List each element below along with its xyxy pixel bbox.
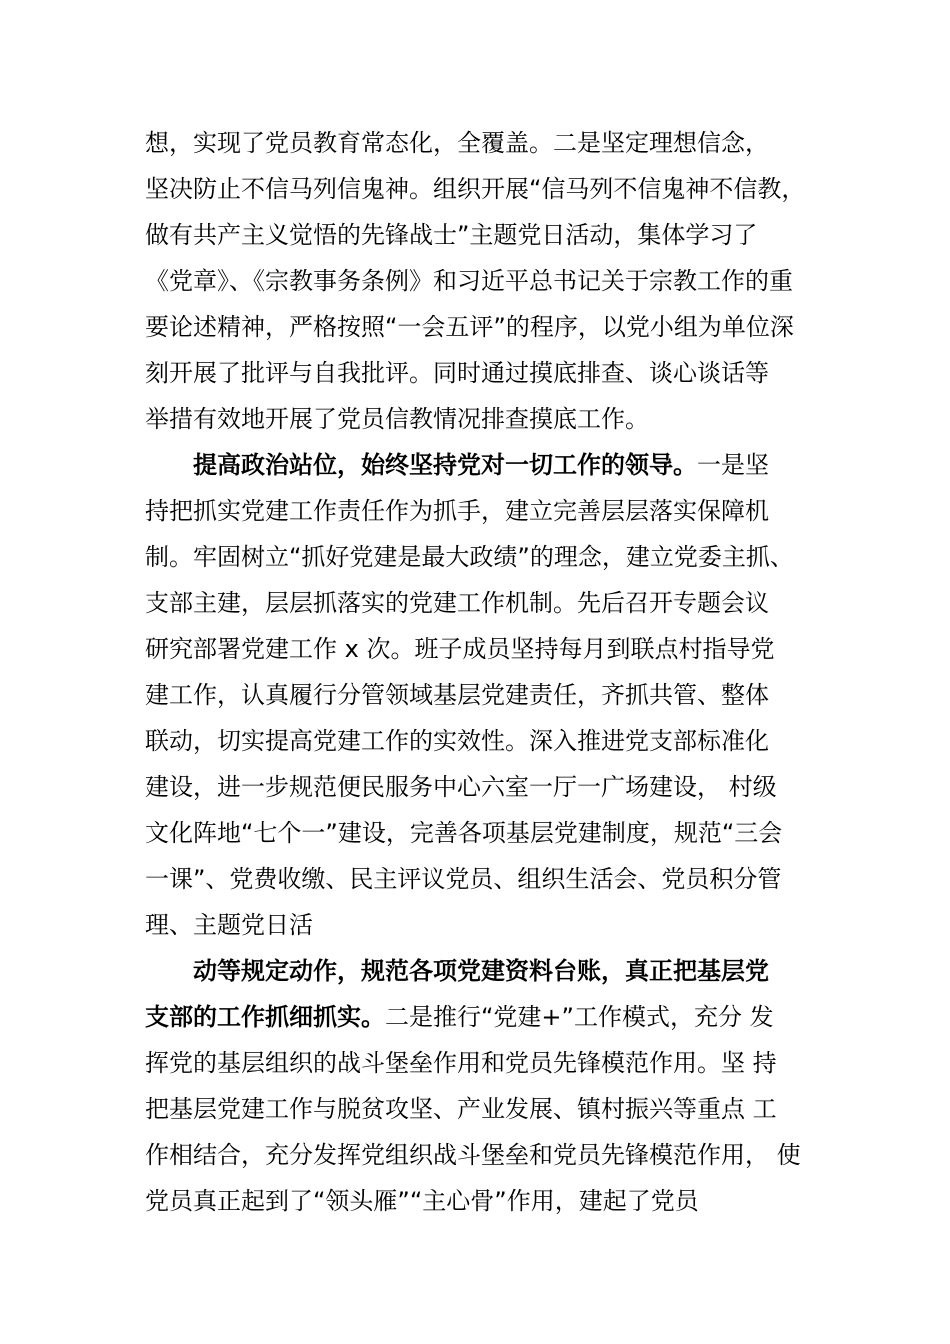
text-line [145,718,769,764]
line-text: 一课”、党费收缴、民主评议党员、组织生活会、党员积分管 [145,865,782,893]
text-line [145,672,769,718]
bold-heading: 动等规定动作，规范各项党建资料台账，真正把基层党 [193,957,769,985]
line-text: 做有共产主义觉悟的先锋战士”主题党日活动，集体学习了 [145,221,758,249]
paragraph-heading-line [193,442,769,488]
bold-text-line [193,948,769,994]
line-text: 建工作，认真履行分管领域基层党建责任，齐抓共管、整体 [145,681,769,709]
text-line [145,166,805,212]
text-line [145,304,794,350]
text-line [145,258,793,304]
line-text: 支部主建，层层抓落实的党建工作机制。先后召开专题会议 [145,589,769,617]
line-text: 研究部署党建工作 x 次。班子成员坚持每月到联点村指导党 [145,635,775,663]
line-text: 挥党的基层组织的战斗堡垒作用和党员先锋模范作用。坚 持 [145,1049,777,1077]
line-text: 二是推行“党建+”工作模式，充分 发 [385,1003,774,1031]
text-line [145,1040,777,1086]
text-line [145,902,313,948]
line-text: 建设，进一步规范便民服务中心六室一厅一广场建设， 村级 [145,773,777,801]
line-text: 持把抓实党建工作责任作为抓手，建立完善层层落实保障机 [145,497,769,525]
line-text: 要论述精神，严格按照“一会五评”的程序，以党小组为单位深 [145,313,794,341]
text-line [145,120,769,166]
text-line [145,1132,801,1178]
line-text: 想，实现了党员教育常态化，全覆盖。二是坚定理想信念， [145,129,769,157]
line-text: 文化阵地“七个一”建设，完善各项基层党建制度，规范“三会 [145,819,783,847]
text-line [145,1178,699,1224]
text-line [145,350,769,396]
text-line [145,534,794,580]
line-text: 联动，切实提高党建工作的实效性。深入推进党支部标准化 [145,727,769,755]
line-text: 理、主题党日活 [145,911,313,939]
text-line [145,764,777,810]
text-line [145,488,769,534]
line-text: 把基层党建工作与脱贫攻坚、产业发展、镇村振兴等重点 工 [145,1095,777,1123]
text-line [145,1086,777,1132]
text-line [145,856,781,902]
line-text: 作相结合，充分发挥党组织战斗堡垒和党员先锋模范作用， 使 [145,1141,801,1169]
bold-heading: 提高政治站位，始终坚持党对一切工作的领导。 [193,451,697,479]
text-line [145,396,649,442]
bold-heading: 支部的工作抓细抓实。 [145,1003,385,1031]
text-line [145,994,774,1040]
line-text: 《党章》、《宗教事务条例》和习近平总书记关于宗教工作的重 [145,267,793,295]
line-text: 举措有效地开展了党员信教情况排查摸底工作。 [145,405,649,433]
line-text: 一是坚 [697,451,769,479]
text-line [145,626,774,672]
line-text: 党员真正起到了“领头雁”“主心骨”作用，建起了党员 [145,1187,699,1215]
line-text: 刻开展了批评与自我批评。同时通过摸底排查、谈心谈话等 [145,359,769,387]
line-text: 坚决防止不信马列信鬼神。组织开展“信马列不信鬼神不信教， [145,175,806,203]
text-line [145,580,769,626]
line-text: 制。牢固树立“抓好党建是最大政绩”的理念，建立党委主抓、 [145,543,794,571]
text-line [145,810,782,856]
text-line [145,212,757,258]
